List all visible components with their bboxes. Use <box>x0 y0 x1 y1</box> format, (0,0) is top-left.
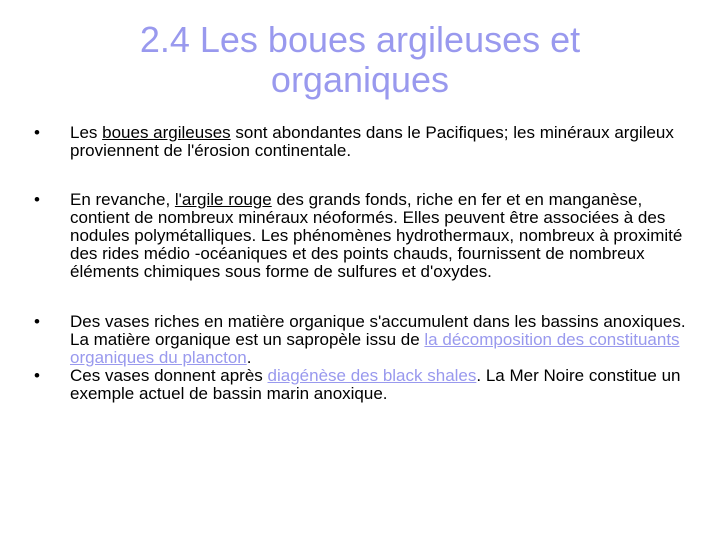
bullet-icon: • <box>34 312 40 331</box>
underlined-term: boues argileuses <box>102 123 231 142</box>
bullet-text: En revanche, <box>70 190 175 209</box>
slide-title-line-1: 2.4 Les boues argileuses et <box>139 19 581 60</box>
bullet-icon: • <box>34 366 40 385</box>
bullet-text: . La Mer Noire constitue un exemple actuel de bassin marin anoxique. <box>70 366 681 403</box>
bullet-item-boues-argileuses <box>30 124 690 160</box>
bullet-icon: • <box>34 190 40 209</box>
slide-title <box>60 20 660 100</box>
bullet-text: Ces vases donnent après <box>70 366 268 385</box>
slide-title-line-2: organiques <box>270 59 450 100</box>
bullet-text: Des vases riches en matière organique s'accumulent dans les bassins anoxiques. La matière organique est un sapropèle issu de <box>70 312 686 349</box>
bullet-item-argile-rouge <box>30 191 690 281</box>
link-diagenese-black-shales[interactable]: diagénèse des black shales <box>267 366 477 385</box>
bullet-item-vases-organiques <box>30 313 690 367</box>
bullet-icon: • <box>34 123 40 142</box>
bullet-text: Les <box>70 123 103 142</box>
bullet-item-black-shales <box>30 367 690 403</box>
bullet-text: . <box>246 348 252 367</box>
bullet-list <box>30 124 690 403</box>
bullet-text: sont abondantes dans le Pacifiques; les minéraux argileux proviennent de l'érosion continentale. <box>70 123 674 160</box>
bullet-text: des grands fonds, riche en fer et en manganèse, contient de nombreux minéraux néoformés. Elles peuvent être associées à des nodules polymétalliques. Les phénomènes hydrothermaux, nombreux à proximité des rides médio -océaniques et des points chauds, fournissent de nombreux éléments chimiques sous forme de sulfures et d'oxydes. <box>70 190 683 281</box>
link-decomposition-plancton[interactable]: la décomposition des constituants organiques du plancton <box>70 330 680 367</box>
underlined-term: l'argile rouge <box>174 190 272 209</box>
